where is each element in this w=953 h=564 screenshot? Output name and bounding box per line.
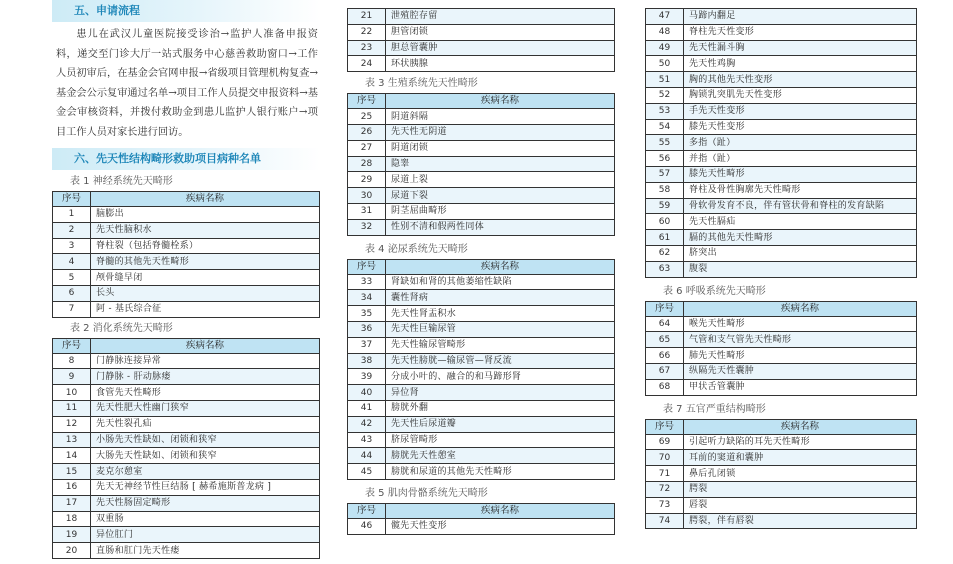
table-row bbox=[53, 222, 320, 238]
table-row bbox=[646, 348, 917, 364]
table-row bbox=[646, 214, 917, 230]
row-num: 55 bbox=[646, 135, 684, 151]
row-num: 26 bbox=[348, 124, 386, 140]
row-disease-name: 隐睾 bbox=[386, 156, 615, 172]
row-disease-name: 先天性裂孔疝 bbox=[91, 416, 320, 432]
table-row bbox=[348, 400, 615, 416]
table-row bbox=[646, 245, 917, 261]
table-row bbox=[53, 511, 320, 527]
table-row bbox=[53, 448, 320, 464]
table-row bbox=[646, 450, 917, 466]
table-row bbox=[646, 316, 917, 332]
table-row bbox=[53, 207, 320, 223]
row-num: 56 bbox=[646, 151, 684, 167]
row-num: 33 bbox=[348, 274, 386, 290]
table-row bbox=[348, 274, 615, 290]
table-row bbox=[646, 182, 917, 198]
row-disease-name: 唇裂 bbox=[684, 497, 917, 513]
row-disease-name: 纵隔先天性囊肿 bbox=[684, 363, 917, 379]
row-num: 1 bbox=[53, 207, 91, 223]
row-disease-name: 先天性巨输尿管 bbox=[386, 321, 615, 337]
table-row bbox=[646, 434, 917, 450]
table-row bbox=[348, 140, 615, 156]
row-disease-name: 手先天性变形 bbox=[684, 103, 917, 119]
row-num: 60 bbox=[646, 214, 684, 230]
row-num: 66 bbox=[646, 348, 684, 364]
table-row bbox=[348, 448, 615, 464]
header-num: 序号 bbox=[646, 301, 684, 316]
row-disease-name: 肺先天性畸形 bbox=[684, 348, 917, 364]
table-row bbox=[53, 432, 320, 448]
apply-process-text: 患儿在武汉儿童医院接受诊治→监护人准备申报资料，递交至门诊大厅一站式服务中心慈善救助窗口→工作人员初审后，在基金会官网申报→省级项目管理机构复查→基金会公示复审通过名单→项目工作人员提交申报资料→基金会审核资料，并拨付救助金到患儿监护人银行账户→项目工作人员对家长进行回访。 bbox=[56, 29, 318, 138]
table-row bbox=[646, 135, 917, 151]
row-disease-name: 脊髓的其他先天性畸形 bbox=[91, 254, 320, 270]
row-disease-name: 气管和支气管先天性畸形 bbox=[684, 332, 917, 348]
row-num: 34 bbox=[348, 290, 386, 306]
header-num: 序号 bbox=[53, 192, 91, 207]
table-header-row bbox=[348, 503, 615, 518]
row-disease-name: 膝先天性变形 bbox=[684, 119, 917, 135]
table-row bbox=[53, 238, 320, 254]
row-disease-name: 性别不清和假两性同体 bbox=[386, 219, 615, 235]
row-num: 63 bbox=[646, 261, 684, 277]
row-disease-name: 先天性膀胱—输尿管—肾反流 bbox=[386, 353, 615, 369]
row-disease-name: 泄殖腔存留 bbox=[386, 9, 615, 25]
header-name: 疾病名称 bbox=[684, 419, 917, 434]
column-middle bbox=[347, 8, 615, 535]
row-disease-name: 先天性输尿管畸形 bbox=[386, 337, 615, 353]
row-num: 64 bbox=[646, 316, 684, 332]
row-num: 13 bbox=[53, 432, 91, 448]
disease-table bbox=[347, 93, 615, 235]
row-num: 39 bbox=[348, 369, 386, 385]
row-num: 59 bbox=[646, 198, 684, 214]
row-disease-name: 并指（趾） bbox=[684, 151, 917, 167]
row-num: 37 bbox=[348, 337, 386, 353]
row-num: 16 bbox=[53, 479, 91, 495]
row-disease-name: 膈的其他先天性畸形 bbox=[684, 230, 917, 246]
table-header-row bbox=[53, 338, 320, 353]
row-num: 46 bbox=[348, 518, 386, 534]
row-disease-name: 先天性肥大性幽门狭窄 bbox=[91, 400, 320, 416]
row-disease-name: 腭裂 bbox=[684, 481, 917, 497]
header-name: 疾病名称 bbox=[91, 338, 320, 353]
row-disease-name: 先天无神经节性巨结肠 [ 赫希施斯普龙病 ] bbox=[91, 479, 320, 495]
row-num: 28 bbox=[348, 156, 386, 172]
row-num: 32 bbox=[348, 219, 386, 235]
row-disease-name: 先天性无阴道 bbox=[386, 124, 615, 140]
row-num: 41 bbox=[348, 400, 386, 416]
row-num: 29 bbox=[348, 172, 386, 188]
row-num: 70 bbox=[646, 450, 684, 466]
table-row bbox=[646, 72, 917, 88]
row-disease-name: 马蹄内翻足 bbox=[684, 9, 917, 25]
row-disease-name: 脐突出 bbox=[684, 245, 917, 261]
row-disease-name: 胆总管囊肿 bbox=[386, 40, 615, 56]
row-disease-name: 肾缺如和肾的其他萎缩性缺陷 bbox=[386, 274, 615, 290]
row-num: 27 bbox=[348, 140, 386, 156]
row-disease-name: 先天性脑积水 bbox=[91, 222, 320, 238]
row-disease-name: 颅骨缝早闭 bbox=[91, 270, 320, 286]
header-name: 疾病名称 bbox=[386, 503, 615, 518]
table-row bbox=[646, 261, 917, 277]
header-name: 疾病名称 bbox=[386, 259, 615, 274]
row-num: 57 bbox=[646, 166, 684, 182]
table-row bbox=[646, 9, 917, 25]
table-row bbox=[53, 301, 320, 317]
disease-table bbox=[52, 338, 320, 559]
row-disease-name: 脊柱先天性变形 bbox=[684, 24, 917, 40]
header-name: 疾病名称 bbox=[91, 192, 320, 207]
row-disease-name: 阴道闭锁 bbox=[386, 140, 615, 156]
row-num: 11 bbox=[53, 400, 91, 416]
header-num: 序号 bbox=[53, 338, 91, 353]
table-row bbox=[646, 103, 917, 119]
row-disease-name: 门静脉连接异常 bbox=[91, 353, 320, 369]
row-disease-name: 脊柱及骨性胸廓先天性畸形 bbox=[684, 182, 917, 198]
table-caption: 表 3 生殖系统先天性畸形 bbox=[365, 78, 478, 90]
row-disease-name: 直肠和肛门先天性瘘 bbox=[91, 543, 320, 559]
row-disease-name: 胆管闭锁 bbox=[386, 24, 615, 40]
row-num: 49 bbox=[646, 40, 684, 56]
row-num: 3 bbox=[53, 238, 91, 254]
disease-table bbox=[347, 8, 615, 72]
row-disease-name: 分成小叶的、融合的和马蹄形肾 bbox=[386, 369, 615, 385]
table-caption: 表 5 肌肉骨骼系统先天畸形 bbox=[365, 487, 488, 499]
row-num: 58 bbox=[646, 182, 684, 198]
row-num: 24 bbox=[348, 56, 386, 72]
row-num: 17 bbox=[53, 495, 91, 511]
table-row bbox=[646, 481, 917, 497]
table-row bbox=[646, 230, 917, 246]
row-disease-name: 耳前的窦道和囊肿 bbox=[684, 450, 917, 466]
header-num: 序号 bbox=[348, 503, 386, 518]
table-row bbox=[348, 109, 615, 125]
row-disease-name: 先天性膈疝 bbox=[684, 214, 917, 230]
row-disease-name: 先天性肠固定畸形 bbox=[91, 495, 320, 511]
row-disease-name: 脐尿管畸形 bbox=[386, 432, 615, 448]
table-row bbox=[53, 270, 320, 286]
row-disease-name: 异位肛门 bbox=[91, 527, 320, 543]
table-row bbox=[348, 416, 615, 432]
row-disease-name: 骨软骨发育不良，伴有管状骨和脊柱的发育缺陷 bbox=[684, 198, 917, 214]
row-disease-name: 喉先天性畸形 bbox=[684, 316, 917, 332]
table-header-row bbox=[646, 419, 917, 434]
row-num: 38 bbox=[348, 353, 386, 369]
row-num: 22 bbox=[348, 24, 386, 40]
table-caption: 表 2 消化系统先天畸形 bbox=[70, 322, 173, 334]
row-disease-name: 腭裂，伴有唇裂 bbox=[684, 513, 917, 529]
row-num: 23 bbox=[348, 40, 386, 56]
table-row bbox=[348, 290, 615, 306]
disease-table bbox=[52, 191, 320, 318]
row-disease-name: 多指（趾） bbox=[684, 135, 917, 151]
section-heading-apply-process: 五、申请流程 bbox=[52, 0, 320, 22]
header-num: 序号 bbox=[348, 94, 386, 109]
row-num: 35 bbox=[348, 306, 386, 322]
row-disease-name: 先天性肾盂积水 bbox=[386, 306, 615, 322]
row-disease-name: 腹裂 bbox=[684, 261, 917, 277]
row-num: 48 bbox=[646, 24, 684, 40]
table-caption: 表 6 呼吸系统先天畸形 bbox=[663, 285, 766, 297]
row-disease-name: 异位肾 bbox=[386, 385, 615, 401]
table-row bbox=[53, 400, 320, 416]
table-row bbox=[348, 219, 615, 235]
row-disease-name: 胸的其他先天性变形 bbox=[684, 72, 917, 88]
row-num: 5 bbox=[53, 270, 91, 286]
table-row bbox=[348, 321, 615, 337]
row-num: 12 bbox=[53, 416, 91, 432]
row-disease-name: 小肠先天性缺如、闭锁和狭窄 bbox=[91, 432, 320, 448]
row-num: 65 bbox=[646, 332, 684, 348]
row-num: 51 bbox=[646, 72, 684, 88]
row-disease-name: 先天性后尿道瓣 bbox=[386, 416, 615, 432]
row-disease-name: 阴茎屈曲畸形 bbox=[386, 203, 615, 219]
row-num: 69 bbox=[646, 434, 684, 450]
table-row bbox=[348, 203, 615, 219]
row-num: 71 bbox=[646, 466, 684, 482]
row-num: 7 bbox=[53, 301, 91, 317]
header-name: 疾病名称 bbox=[684, 301, 917, 316]
table-row bbox=[348, 124, 615, 140]
row-disease-name: 引起听力缺陷的耳先天性畸形 bbox=[684, 434, 917, 450]
row-num: 30 bbox=[348, 188, 386, 204]
disease-table bbox=[347, 503, 615, 535]
table-row bbox=[646, 119, 917, 135]
row-disease-name: 脊柱裂（包括脊髓栓系） bbox=[91, 238, 320, 254]
row-num: 9 bbox=[53, 369, 91, 385]
table-row bbox=[53, 353, 320, 369]
row-disease-name: 大肠先天性缺如、闭锁和狭窄 bbox=[91, 448, 320, 464]
row-num: 54 bbox=[646, 119, 684, 135]
table-row bbox=[348, 188, 615, 204]
row-num: 36 bbox=[348, 321, 386, 337]
disease-table bbox=[645, 419, 917, 530]
table-row bbox=[646, 363, 917, 379]
row-num: 43 bbox=[348, 432, 386, 448]
row-disease-name: 阴道斜隔 bbox=[386, 109, 615, 125]
row-num: 40 bbox=[348, 385, 386, 401]
table-row bbox=[53, 527, 320, 543]
row-disease-name: 膀胱先天性憩室 bbox=[386, 448, 615, 464]
table-row bbox=[348, 432, 615, 448]
table-row bbox=[646, 198, 917, 214]
table-row bbox=[53, 369, 320, 385]
row-num: 25 bbox=[348, 109, 386, 125]
row-disease-name: 麦克尔憩室 bbox=[91, 464, 320, 480]
table-row bbox=[646, 40, 917, 56]
row-disease-name: 食管先天性畸形 bbox=[91, 385, 320, 401]
row-num: 74 bbox=[646, 513, 684, 529]
table-row bbox=[53, 416, 320, 432]
table-row bbox=[348, 369, 615, 385]
row-num: 21 bbox=[348, 9, 386, 25]
table-row bbox=[53, 495, 320, 511]
table-row bbox=[53, 285, 320, 301]
table-row bbox=[646, 497, 917, 513]
table-row bbox=[348, 353, 615, 369]
row-num: 67 bbox=[646, 363, 684, 379]
table-row bbox=[646, 56, 917, 72]
row-num: 6 bbox=[53, 285, 91, 301]
table-row bbox=[646, 513, 917, 529]
table-row bbox=[348, 40, 615, 56]
row-num: 20 bbox=[53, 543, 91, 559]
row-disease-name: 鼻后孔闭锁 bbox=[684, 466, 917, 482]
row-disease-name: 先天性漏斗胸 bbox=[684, 40, 917, 56]
row-num: 73 bbox=[646, 497, 684, 513]
row-num: 53 bbox=[646, 103, 684, 119]
row-num: 45 bbox=[348, 464, 386, 480]
table-header-row bbox=[348, 94, 615, 109]
row-disease-name: 尿道下裂 bbox=[386, 188, 615, 204]
row-num: 10 bbox=[53, 385, 91, 401]
header-num: 序号 bbox=[348, 259, 386, 274]
disease-table bbox=[645, 8, 917, 278]
row-disease-name: 囊性肾病 bbox=[386, 290, 615, 306]
row-num: 52 bbox=[646, 87, 684, 103]
table-row bbox=[646, 24, 917, 40]
row-disease-name: 环状胰腺 bbox=[386, 56, 615, 72]
table-row bbox=[53, 479, 320, 495]
row-num: 14 bbox=[53, 448, 91, 464]
row-disease-name: 脑膨出 bbox=[91, 207, 320, 223]
apply-process-paragraph bbox=[52, 22, 320, 142]
table-row bbox=[348, 56, 615, 72]
table-row bbox=[53, 385, 320, 401]
row-num: 19 bbox=[53, 527, 91, 543]
row-disease-name: 胸锁乳突肌先天性变形 bbox=[684, 87, 917, 103]
table-row bbox=[646, 332, 917, 348]
table-row bbox=[646, 466, 917, 482]
row-num: 18 bbox=[53, 511, 91, 527]
row-disease-name: 膀胱和尿道的其他先天性畸形 bbox=[386, 464, 615, 480]
column-left bbox=[52, 0, 320, 559]
disease-table bbox=[645, 301, 917, 396]
row-num: 68 bbox=[646, 379, 684, 395]
row-disease-name: 甲状舌管囊肿 bbox=[684, 379, 917, 395]
row-num: 72 bbox=[646, 481, 684, 497]
row-num: 61 bbox=[646, 230, 684, 246]
row-num: 50 bbox=[646, 56, 684, 72]
table-row bbox=[53, 254, 320, 270]
column-right bbox=[645, 8, 917, 529]
row-disease-name: 膝先天性畸形 bbox=[684, 166, 917, 182]
table-row bbox=[53, 464, 320, 480]
table-caption: 表 1 神经系统先天畸形 bbox=[70, 176, 173, 187]
row-disease-name: 膀胱外翻 bbox=[386, 400, 615, 416]
table-row bbox=[646, 166, 917, 182]
row-disease-name: 门静脉 - 肝动脉瘘 bbox=[91, 369, 320, 385]
table-row bbox=[348, 337, 615, 353]
row-disease-name: 长头 bbox=[91, 285, 320, 301]
row-num: 31 bbox=[348, 203, 386, 219]
row-num: 15 bbox=[53, 464, 91, 480]
table-row bbox=[348, 306, 615, 322]
table-row bbox=[348, 385, 615, 401]
row-disease-name: 阿 - 基氏综合征 bbox=[91, 301, 320, 317]
table-row bbox=[348, 24, 615, 40]
row-disease-name: 双重肠 bbox=[91, 511, 320, 527]
table-row bbox=[348, 9, 615, 25]
disease-table bbox=[347, 259, 615, 480]
table-row bbox=[646, 151, 917, 167]
table-caption: 表 4 泌尿系统先天畸形 bbox=[365, 243, 468, 255]
row-num: 42 bbox=[348, 416, 386, 432]
table-row bbox=[646, 87, 917, 103]
row-disease-name: 髋先天性变形 bbox=[386, 518, 615, 534]
table-row bbox=[53, 543, 320, 559]
row-num: 62 bbox=[646, 245, 684, 261]
table-header-row bbox=[348, 259, 615, 274]
table-row bbox=[646, 379, 917, 395]
row-num: 2 bbox=[53, 222, 91, 238]
table-row bbox=[348, 172, 615, 188]
table-row bbox=[348, 464, 615, 480]
row-num: 8 bbox=[53, 353, 91, 369]
header-name: 疾病名称 bbox=[386, 94, 615, 109]
row-num: 44 bbox=[348, 448, 386, 464]
table-caption: 表 7 五官严重结构畸形 bbox=[663, 403, 766, 415]
row-num: 47 bbox=[646, 9, 684, 25]
row-num: 4 bbox=[53, 254, 91, 270]
header-num: 序号 bbox=[646, 419, 684, 434]
table-row bbox=[348, 156, 615, 172]
table-header-row bbox=[646, 301, 917, 316]
table-header-row bbox=[53, 192, 320, 207]
row-disease-name: 尿道上裂 bbox=[386, 172, 615, 188]
section-heading-disease-list: 六、先天性结构畸形救助项目病种名单 bbox=[52, 148, 320, 170]
table-row bbox=[348, 518, 615, 534]
row-disease-name: 先天性鸡胸 bbox=[684, 56, 917, 72]
